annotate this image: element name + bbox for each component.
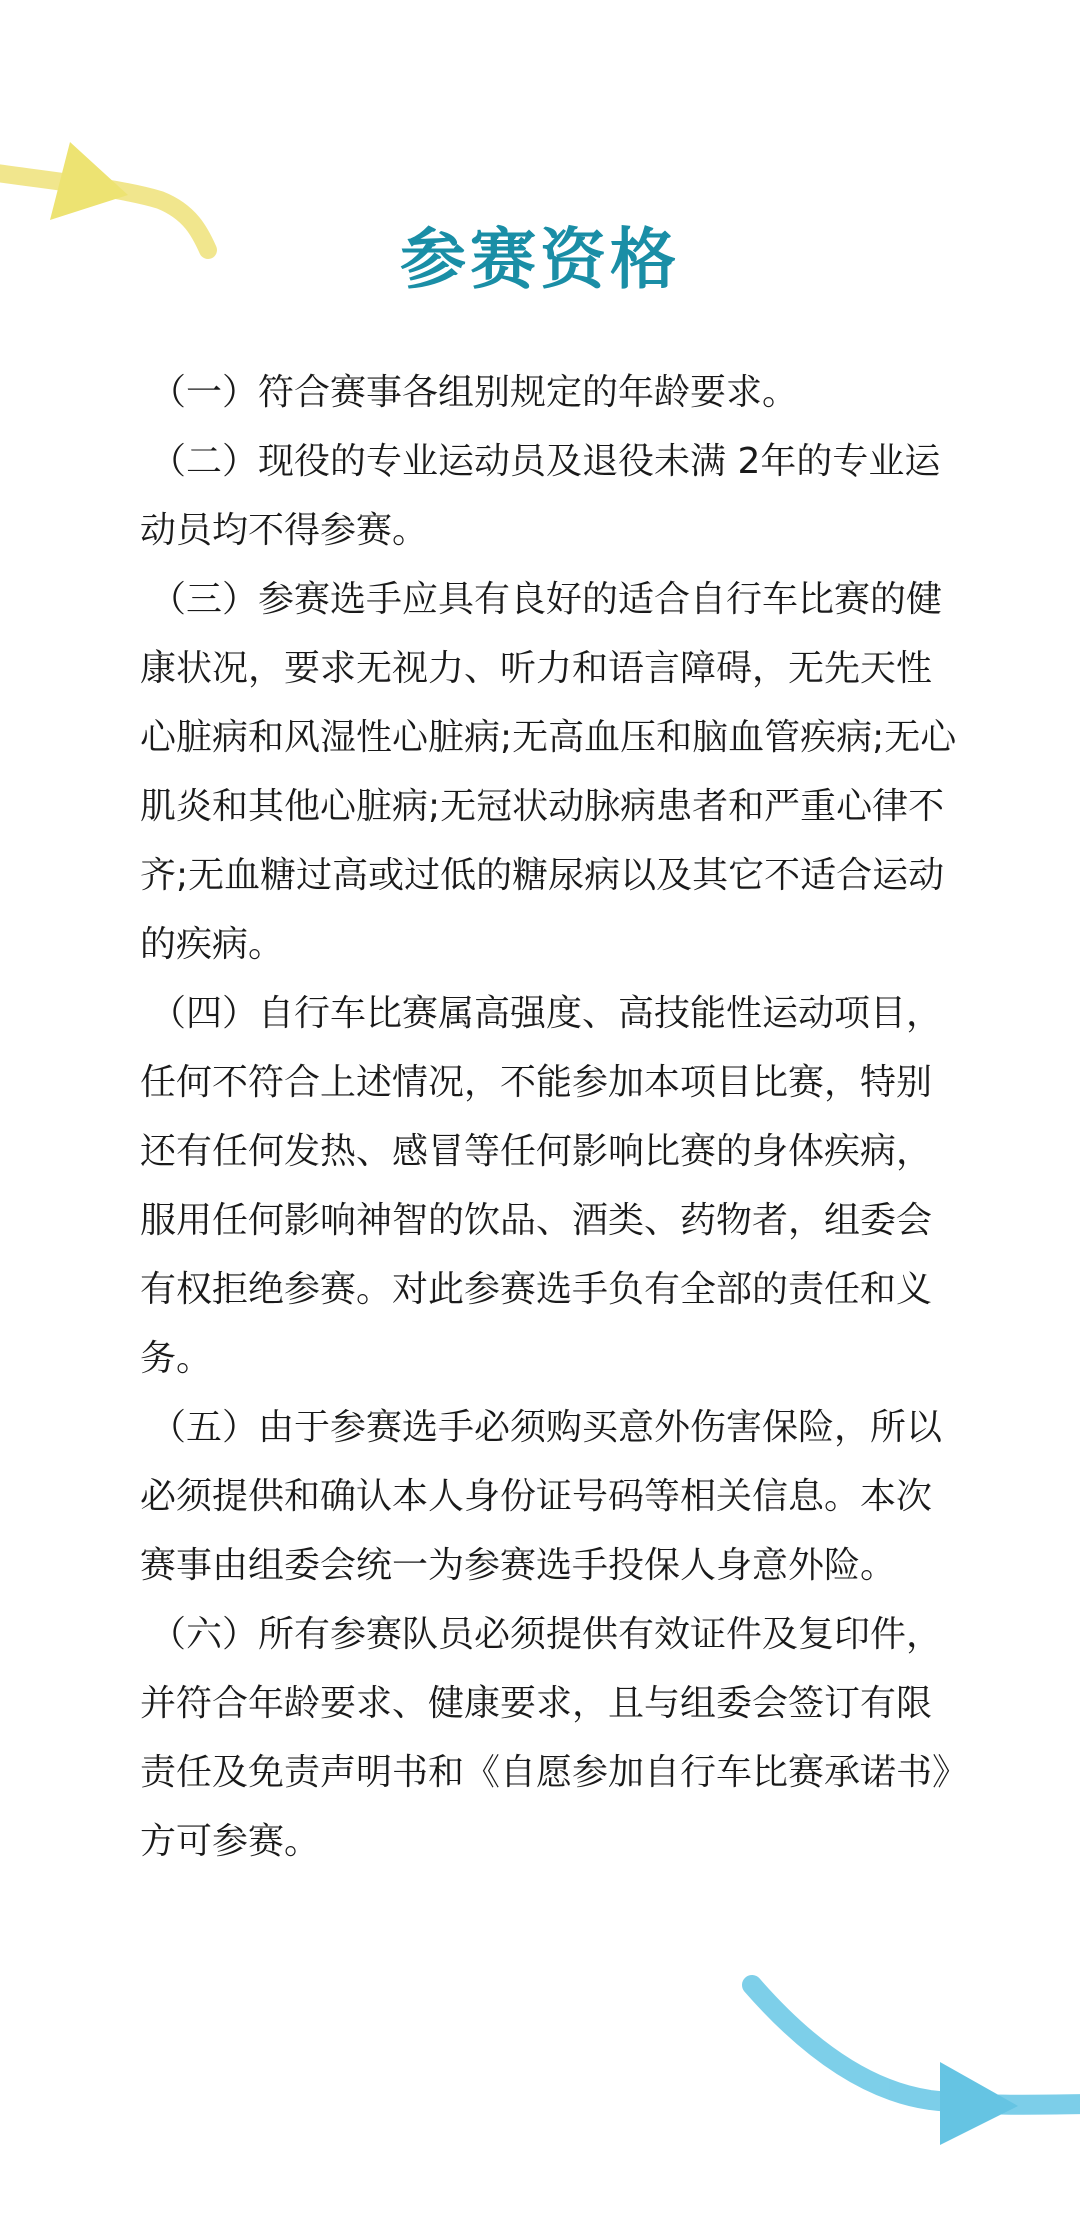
list-item: （六）所有参赛队员必须提供有效证件及复印件，并符合年龄要求、健康要求，且与组委会签订有限责任及免责声明书和《自愿参加自行车比赛承诺书》方可参赛。 (140, 1614, 951, 1862)
list-item: （四）自行车比赛属高强度、高技能性运动项目，任何不符合上述情况，不能参加本项目比赛，特别还有任何发热、感冒等任何影响比赛的身体疾病，服用任何影响神智的饮品、酒类、药物者，组委会有权拒绝参赛。对此参赛选手负有全部的责任和义务。 (140, 993, 943, 1379)
list-item: （三）参赛选手应具有良好的适合自行车比赛的健康状况，要求无视力、听力和语言障碍，无先天性心脏病和风湿性心脏病;无高血压和脑血管疾病;无心肌炎和其他心脏病;无冠状动脉病患者和严重心律不齐;无血糖过高或过低的糖尿病以及其它不适合运动的疾病。 (140, 579, 957, 965)
list-item: （一）符合赛事各组别规定的年龄要求。 (150, 372, 799, 413)
list-item: （五）由于参赛选手必须购买意外伤害保险，所以必须提供和确认本人身份证号码等相关信息。本次赛事由组委会统一为参赛选手投保人身意外险。 (140, 1407, 943, 1586)
list-item: （二）现役的专业运动员及退役未满 2年的专业运动员均不得参赛。 (140, 441, 941, 551)
blue-arrow-icon (752, 1985, 1080, 2145)
page-title: 参赛资格 (400, 221, 680, 298)
eligibility-list (140, 358, 960, 1876)
